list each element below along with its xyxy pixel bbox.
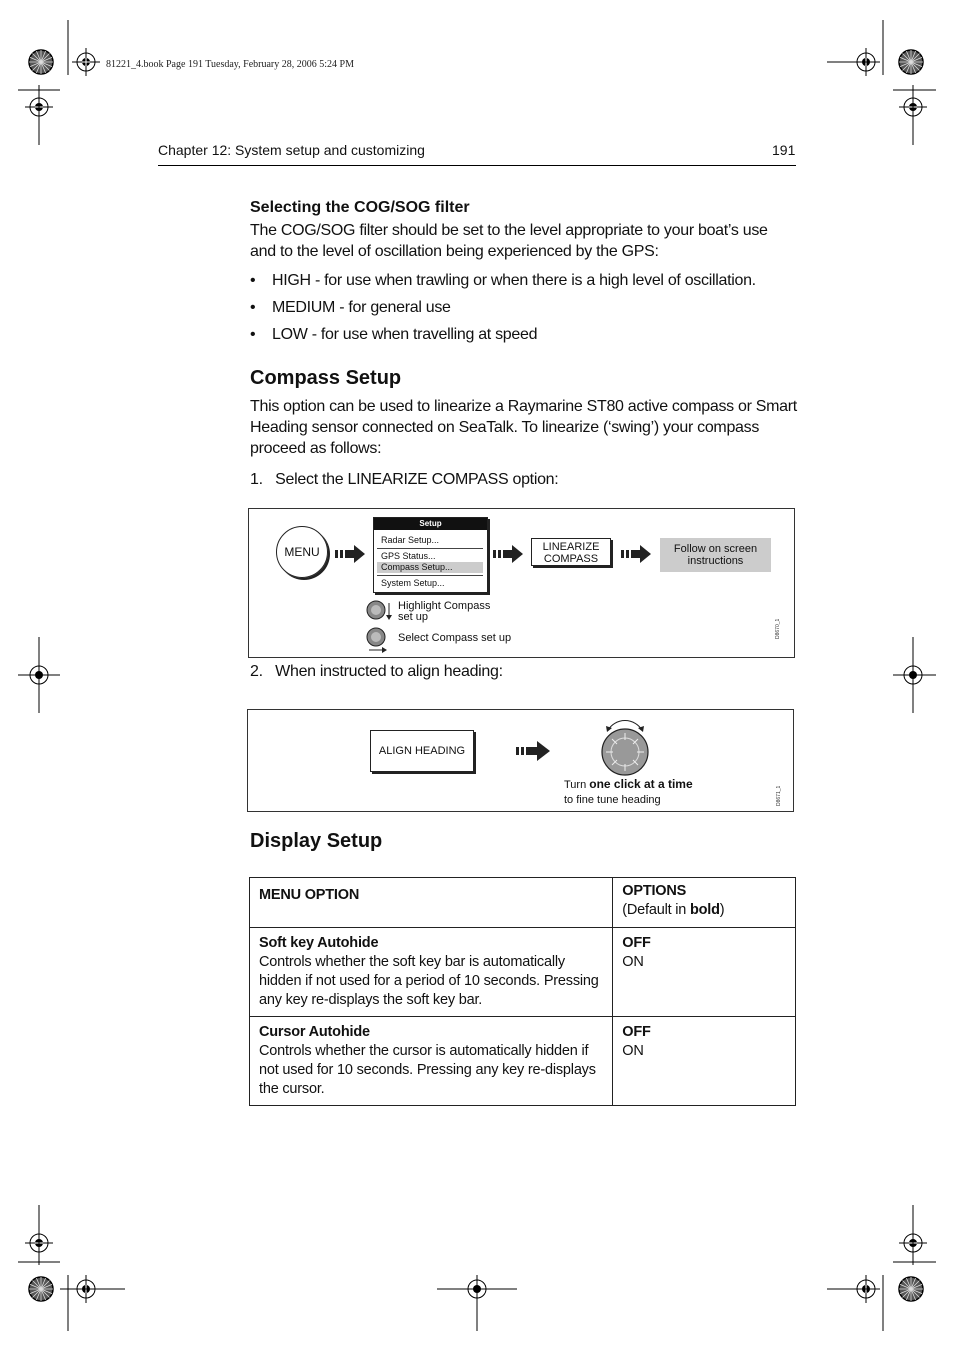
compass-section-title: Compass Setup	[250, 367, 402, 389]
setup-menu	[373, 517, 488, 593]
chapter-title: Chapter 12: System setup and customizing	[158, 142, 425, 158]
linearize-line-2: COMPASS	[543, 553, 599, 565]
linearize-compass-box	[531, 538, 611, 566]
rotary-knob-icon	[596, 716, 654, 778]
option-default: OFF	[622, 935, 651, 951]
linearize-line-1: LINEARIZE	[542, 541, 600, 553]
arrow-icon	[516, 740, 552, 762]
table-row	[250, 1017, 796, 1106]
option-alt: ON	[622, 954, 644, 970]
follow-line-1: Follow on screen	[673, 543, 758, 555]
header-menu-option: MENU OPTION	[259, 887, 360, 903]
align-heading-box: ALIGN HEADING	[370, 730, 474, 772]
turn-bold: one click at a time	[589, 777, 693, 791]
setup-menu-title: Setup	[374, 518, 487, 530]
follow-line-2: instructions	[687, 555, 744, 567]
bullet-medium: • MEDIUM - for general use	[272, 297, 792, 318]
menu-divider	[377, 575, 483, 576]
default-bold: bold	[689, 902, 720, 918]
linearize-diagram	[248, 508, 795, 658]
menu-button: MENU	[276, 526, 328, 578]
default-suffix: )	[719, 902, 725, 918]
turn-line-2: to fine tune heading	[564, 794, 661, 806]
rotary-knob-icon	[366, 599, 394, 625]
header-rule	[158, 165, 796, 166]
rotary-press-icon	[366, 627, 392, 653]
option-name: Cursor Autohide	[259, 1024, 370, 1040]
menu-item-radar-setup: Radar Setup...	[381, 535, 440, 545]
display-section-title: Display Setup	[250, 830, 383, 852]
menu-item-gps-status: GPS Status...	[381, 551, 436, 561]
option-default: OFF	[622, 1024, 651, 1040]
highlight-line-1: Highlight Compass	[398, 600, 491, 612]
page-number: 191	[772, 142, 796, 158]
menu-item-compass-setup: Compass Setup...	[377, 562, 483, 573]
table-header-row	[250, 878, 796, 928]
display-options-table	[249, 877, 796, 1106]
bullet-high: • HIGH - for use when trawling or when there is a high level of oscillation.	[272, 270, 792, 291]
highlight-instruction	[398, 601, 490, 623]
figure-id: D8671_1	[776, 785, 782, 806]
align-heading-diagram	[247, 709, 794, 812]
option-description: Controls whether the soft key bar is automatically hidden if not used for a period of 10 seconds. Pressing any key re-displays the soft key bar.	[259, 954, 599, 1008]
default-prefix: (Default in	[622, 902, 690, 918]
table-row	[250, 928, 796, 1017]
arrow-icon	[621, 544, 653, 564]
step-1: 1. Select the LINEARIZE COMPASS option:	[250, 471, 559, 488]
turn-instruction	[564, 777, 693, 808]
highlight-line-2: set up	[398, 611, 428, 623]
option-description: Controls whether the cursor is automatically hidden if not used for 10 seconds. Pressing any key re-displays the cursor.	[259, 1043, 596, 1097]
print-mark: 81221_4.book Page 191 Tuesday, February 28, 2006 5:24 PM	[106, 59, 354, 70]
follow-instructions-box	[660, 538, 771, 572]
select-instruction: Select Compass set up	[398, 632, 512, 644]
menu-item-system-setup: System Setup...	[381, 578, 445, 588]
compass-intro: This option can be used to linearize a Raymarine ST80 active compass or Smart Heading sensor connected on SeaTalk. To linearize (‘swing’) your compass proceed as follows:	[250, 398, 797, 457]
arrow-icon	[493, 544, 525, 564]
option-name: Soft key Autohide	[259, 935, 379, 951]
turn-prefix: Turn	[564, 779, 590, 791]
menu-divider	[377, 548, 483, 549]
option-alt: ON	[622, 1043, 644, 1059]
step-2: 2. When instructed to align heading:	[250, 663, 503, 680]
cog-intro: The COG/SOG filter should be set to the level appropriate to your boat’s use and to the level of oscillation being experienced by the GPS:	[250, 222, 768, 260]
figure-id: D8670_1	[775, 618, 781, 639]
bullet-low: • LOW - for use when travelling at speed	[272, 324, 792, 345]
header-default-note	[622, 901, 786, 920]
arrow-icon	[335, 544, 367, 564]
cog-section-title: Selecting the COG/SOG filter	[250, 199, 470, 216]
header-options: OPTIONS	[622, 883, 687, 899]
